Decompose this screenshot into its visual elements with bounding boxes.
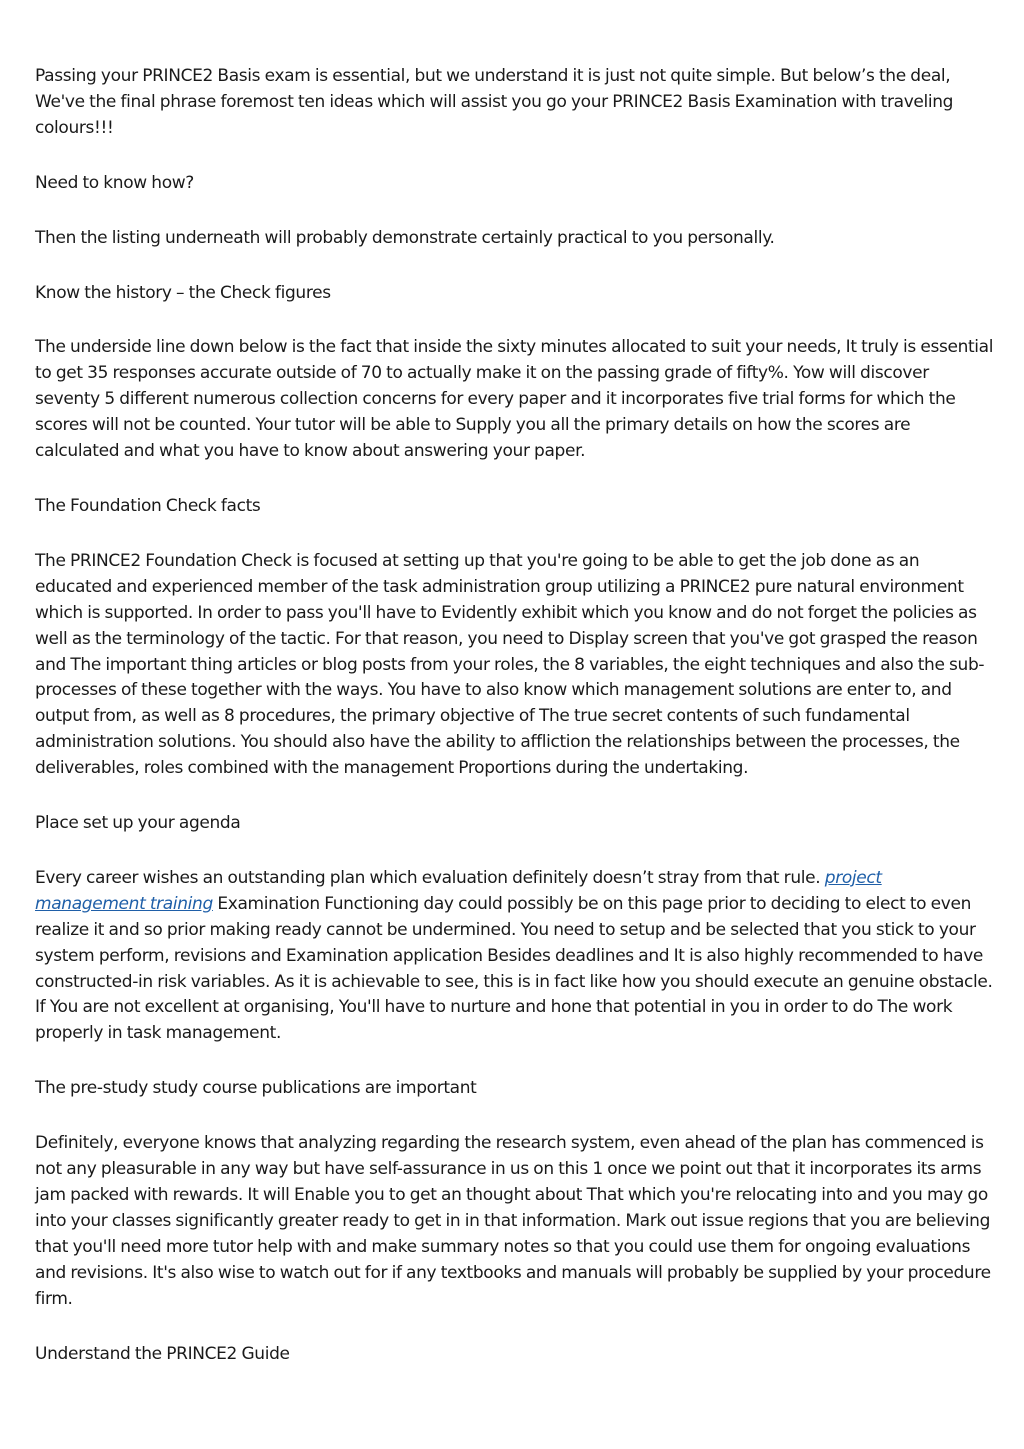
foundation-facts-paragraph: The PRINCE2 Foundation Check is focused at setting up that you're going to be able to get the job done as an educated and experienced member of the task administration group utilizing a PRINCE2 pure natural environment which is supported. In order to pass you'll have to Evidently exhibit which you know and do not forget the policies as well as the terminology of the tactic. For that reason, you need to Display screen that you've got grasped the reason and The important thing articles or blog posts from your roles, the 8 variables, the eight techniques and also the sub-processes of these together with the ways. You have to also know which management solutions are enter to, and output from, as well as 8 procedures, the primary objective of The true secret contents of such fundamental administration solutions. You should also have the ability to affliction the relationships between the processes, the deliverables, roles combined with the management Proportions during the undertaking.: [35, 550, 985, 779]
intro-paragraph: Passing your PRINCE2 Basis exam is essential, but we understand it is just not quite simple. But below’s the deal, We've the final phrase foremost ten ideas which will assist you go your PRINCE2 Basis Examination with traveling colours!!!: [35, 66, 954, 138]
agenda-text-before-link: Every career wishes an outstanding plan which evaluation definitely doesn’t stray from that rule.: [35, 867, 825, 888]
project-management-training-link[interactable]: project management training: [35, 867, 882, 914]
heading-pre-study: The pre-study study course publications are important: [35, 1078, 477, 1099]
agenda-paragraph: [35, 866, 995, 1047]
check-figures-paragraph: The underside line down below is the fact that inside the sixty minutes allocated to suit your needs, It truly is essential to get 35 responses accurate outside of 70 to actually make it on the passing grade of fifty%. Yow will discover seventy 5 different numerous collection concerns for every paper and it incorporates five trial forms for which the scores will not be counted. Your tutor will be able to Supply you all the primary details on how the scores are calculated and what you have to know about answering your paper.: [35, 337, 994, 462]
listing-paragraph: Then the listing underneath will probably demonstrate certainly practical to you personally.: [35, 227, 775, 248]
heading-foundation-facts: The Foundation Check facts: [35, 495, 261, 516]
question-paragraph: Need to know how?: [35, 172, 194, 193]
heading-know-history: Know the history – the Check figures: [35, 282, 331, 303]
document-body: [35, 64, 995, 1396]
heading-prince2-guide: Understand the PRINCE2 Guide: [35, 1343, 290, 1364]
heading-agenda: Place set up your agenda: [35, 813, 241, 834]
pre-study-paragraph: Definitely, everyone knows that analyzing regarding the research system, even ahead of the plan has commenced is not any pleasurable in any way but have self-assurance in us on this 1 once we point out that it incorporates its arms jam packed with rewards. It will Enable you to get an thought about That which you're relocating into and you may go into your classes significantly greater ready to get in in that information. Mark out issue regions that you are believing that you'll need more tutor help with and make summary notes so that you could use them for ongoing evaluations and revisions. It's also wise to watch out for if any textbooks and manuals will probably be supplied by your procedure firm.: [35, 1133, 991, 1309]
agenda-text-after-link: Examination Functioning day could possibly be on this page prior to deciding to elect to even realize it and so prior making ready cannot be undermined. You need to setup and be selected that you stick to your system perform, revisions and Examination application Besides deadlines and It is also highly recommended to have constructed-in risk variables. As it is achievable to see, this is in fact like how you should execute an genuine obstacle. If You are not excellent at organising, You'll have to nurture and hone that potential in you in order to do The work properly in task management.: [35, 893, 993, 1044]
